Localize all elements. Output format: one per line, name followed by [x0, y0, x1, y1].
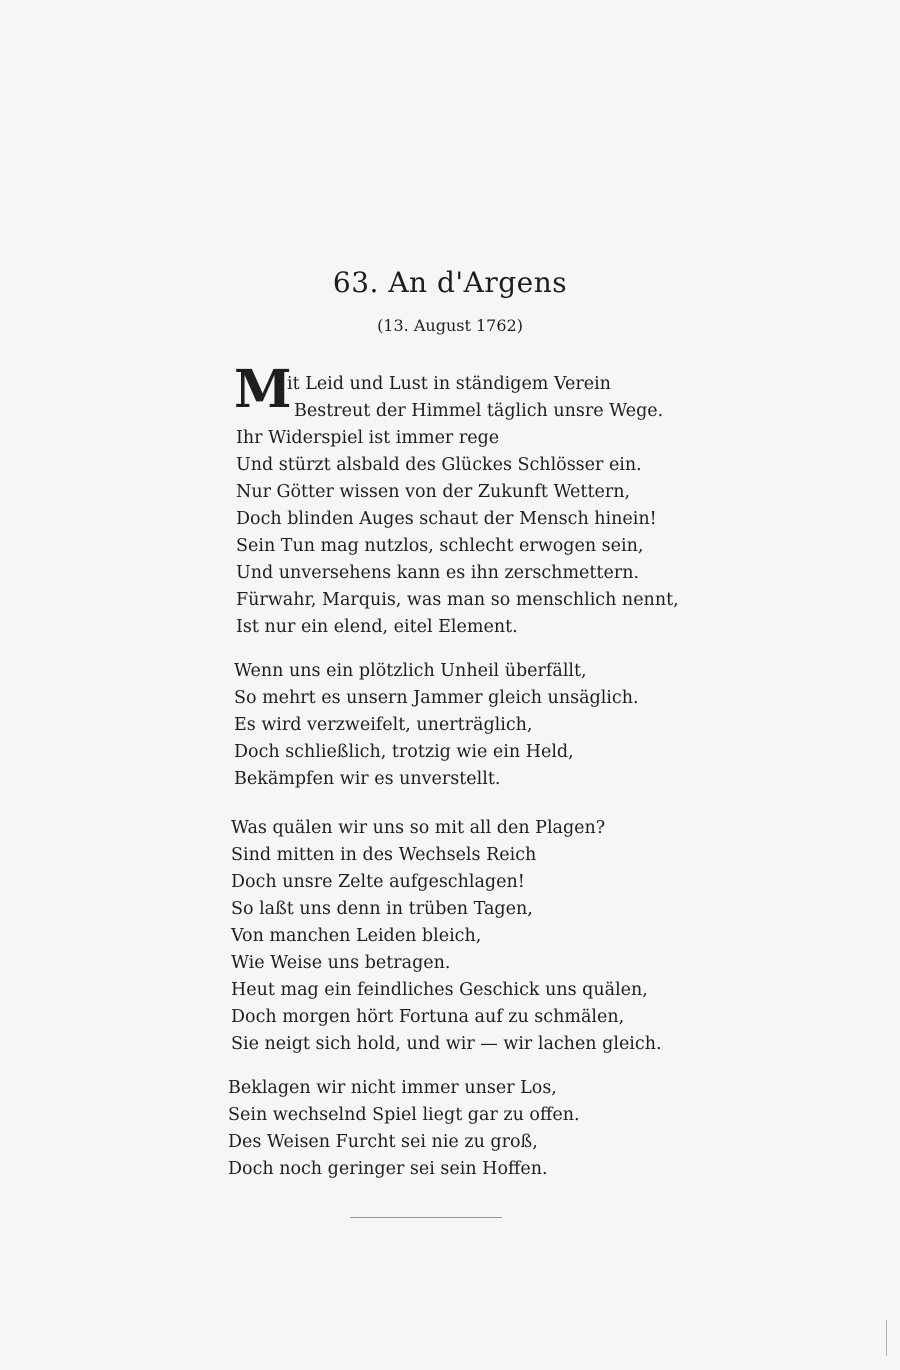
poem-line: Und stürzt alsbald des Glückes Schlösser ein. [236, 455, 642, 475]
poem-line: Ist nur ein elend, eitel Element. [236, 617, 518, 637]
poem-line: Ihr Widerspiel ist immer rege [236, 428, 500, 448]
poem-line: Wie Weise uns betragen. [231, 953, 451, 973]
end-rule [350, 1217, 502, 1218]
poem-line: Sie neigt sich hold, und wir — wir lachen gleich. [231, 1034, 662, 1054]
poem-line: Von manchen Leiden bleich, [231, 926, 482, 946]
poem-line: Es wird verzweifelt, unerträglich, [234, 715, 533, 735]
poem-date: (13. August 1762) [377, 316, 523, 335]
poem-line: Doch blinden Auges schaut der Mensch hinein! [236, 509, 657, 529]
poem-line: Doch morgen hört Fortuna auf zu schmälen, [231, 1007, 625, 1027]
poem-line: Und unversehens kann es ihn zerschmettern. [236, 563, 640, 583]
poem-line: Des Weisen Furcht sei nie zu groß, [228, 1132, 538, 1152]
page-edge-mark [886, 1320, 887, 1356]
poem-line: Bekämpfen wir es unverstellt. [234, 769, 501, 789]
poem-line: Doch schließlich, trotzig wie ein Held, [234, 742, 574, 762]
poem-line: Beklagen wir nicht immer unser Los, [228, 1078, 557, 1098]
poem-line: Was quälen wir uns so mit all den Plagen? [231, 818, 606, 838]
poem-line: So mehrt es unsern Jammer gleich unsäglich. [234, 688, 639, 708]
poem-line: Doch unsre Zelte aufgeschlagen! [231, 872, 525, 892]
poem-line: So laßt uns denn in trüben Tagen, [231, 899, 533, 919]
poem-line: it Leid und Lust in ständigem Verein [287, 374, 611, 394]
poem-line: Nur Götter wissen von der Zukunft Wettern, [236, 482, 631, 502]
drop-cap: M [234, 359, 292, 420]
poem-line: Sein wechselnd Spiel liegt gar zu offen. [228, 1105, 580, 1125]
poem-line: Bestreut der Himmel täglich unsre Wege. [294, 401, 664, 421]
poem-line: Wenn uns ein plötzlich Unheil überfällt, [234, 661, 587, 681]
poem-line: Sein Tun mag nutzlos, schlecht erwogen sein, [236, 536, 644, 556]
poem-line: Fürwahr, Marquis, was man so menschlich nennt, [236, 590, 679, 610]
poem-line: Heut mag ein feindliches Geschick uns quälen, [231, 980, 648, 1000]
poem-title: 63. An d'Argens [332, 266, 568, 299]
poem-line: Doch noch geringer sei sein Hoffen. [228, 1159, 548, 1179]
poem-line: Sind mitten in des Wechsels Reich [231, 845, 537, 865]
